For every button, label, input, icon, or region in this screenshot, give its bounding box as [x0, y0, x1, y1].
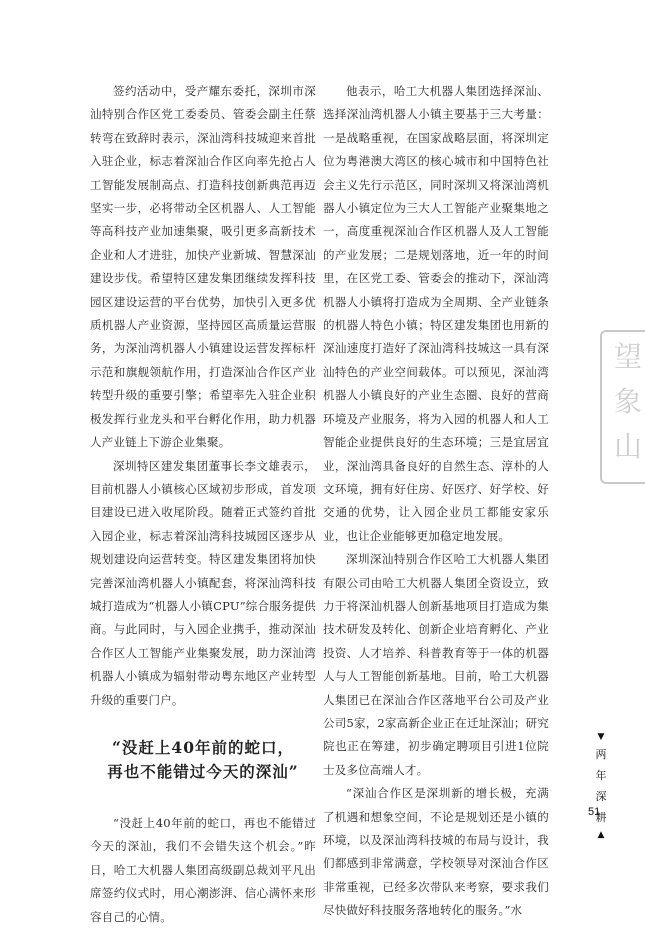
- section-tab: [591, 730, 611, 842]
- triangle-up-icon: ▲: [597, 830, 605, 840]
- seal-char: 山: [614, 430, 643, 463]
- body-paragraph: 他表示，哈工大机器人集团选择深汕、选择深汕湾机器人小镇主要基于三大考量：一是战略重视，在国家战略层面，将深圳定位为粤港澳大湾区的核心城市和中国特色社会主义先行示范区，同时深圳又将深汕湾机器人小镇定位为三大人工智能产业聚集地之一，高度重视深汕合作区机器人及人工智能的产业发展；二是规划落地，近一年的时间里，在区党工委、管委会的推动下，深汕湾机器人小镇将打造成为全周期、全产业链条的机器人特色小镇；特区建发集团也用新的深汕速度打造好了深汕湾科技城这一具有深汕特色的产业空间载体。可以预见，深汕湾机器人小镇良好的产业生态圈、良好的营商环境及产业服务，将为入园的机器人和人工智能企业提供良好的生态环境；三是宜居宜业，深汕湾具备良好的自然生态、淳朴的人文环境，拥有好住房、好医疗、好学校、好交通的优势，让入园企业员工都能安家乐业，也让企业能够更加稳定地发展。: [323, 84, 549, 543]
- seal-char: 望: [614, 340, 643, 373]
- subheading-line-1: “没赶上40年前的蛇口，: [112, 737, 294, 757]
- subheading-line-2: 再也不能错过今天的深汕”: [107, 761, 299, 781]
- section-tab-char: 年: [595, 769, 607, 782]
- body-paragraph: 深圳特区建发集团董事长李文雄表示，目前机器人小镇核心区域初步形成，首发项目建设已进入收尾阶段。随着正式签约首批入园企业，标志着深汕湾科技城园区逐步从规划建设向运营转变。特区建发集团将加快完善深汕湾机器人小镇配套，将深汕湾科技城打造成为“机器人小镇CPU”综合服务提供商。与此同时，与入园企业携手，推动深汕合作区人工智能产业集聚发展，助力深汕湾机器人小镇成为辐射带动粤东地区产业转型升级的重要门户。: [90, 458, 316, 707]
- body-paragraph: 深圳深汕特别合作区哈工大机器人集团有限公司由哈工大机器人集团全资设立，致力于将深汕机器人创新基地项目打造成为集技术研发及转化、创新企业培育孵化、产业投资、人才培养、科普教育等于一体的机器人与人工智能创新基地。目前，哈工大机器人集团已在深汕合作区落地平台公司及产业公司5家，2家高新企业正在迁址深汕；研究院也正在筹建，初步确定聘项目引进1位院士及多位高端人才。: [323, 552, 549, 777]
- body-paragraph: “深汕合作区是深圳新的增长极，充满了机遇和想象空间，不论是规划还是小镇的环境，以及深汕湾科技城的布局与设计，我们都感到非常满意，学校领导对深汕合作区非常重视，已经多次带队来考察，要求我们尽快做好科技服务落地转化的服务。”水: [323, 786, 549, 918]
- triangle-down-icon: ▼: [597, 732, 605, 742]
- section-tab-char: 两: [595, 748, 607, 761]
- right-column: [323, 80, 549, 923]
- left-column: [90, 80, 316, 929]
- body-paragraph: “没赶上40年前的蛇口，再也不能错过今天的深汕，我们不会错失这个机会。”昨日，哈工大机器人集团高级副总裁刘平凡出席签约仪式时，用心潮澎湃、信心满怀来形容自己的心情。: [90, 815, 316, 924]
- section-tab-char: 耕: [595, 811, 607, 824]
- body-paragraph: 签约活动中，受产耀东委托，深圳市深汕特别合作区党工委委员、管委会副主任蔡转弯在致辞时表示，深汕湾科技城迎来首批入驻企业，标志着深汕合作区向率先抢占人工智能发展制高点、打造科技创新典范再迈坚实一步，必将带动全区机器人、人工智能等高科技产业加速集聚，吸引更多高新技术企业和人才进驻，加快产业新城、智慧深汕建设步伐。希望特区建发集团继续发挥科技园区建设运营的平台优势，加快引入更多优质机器人产业资源，坚持园区高质量运营服务，为深汕湾机器人小镇建设运营发挥标杆示范和旗舰领航作用，打造深汕合作区产业转型升级的重要引擎；希望率先入驻企业积极发挥行业龙头和平台孵化作用，助力机器人产业链上下游企业集聚。: [90, 84, 316, 450]
- section-subheading: [90, 736, 316, 784]
- decorative-seal: [600, 330, 645, 484]
- section-tab-char: 深: [595, 790, 607, 803]
- page-number: 51: [588, 806, 601, 818]
- seal-char: 象: [614, 385, 643, 418]
